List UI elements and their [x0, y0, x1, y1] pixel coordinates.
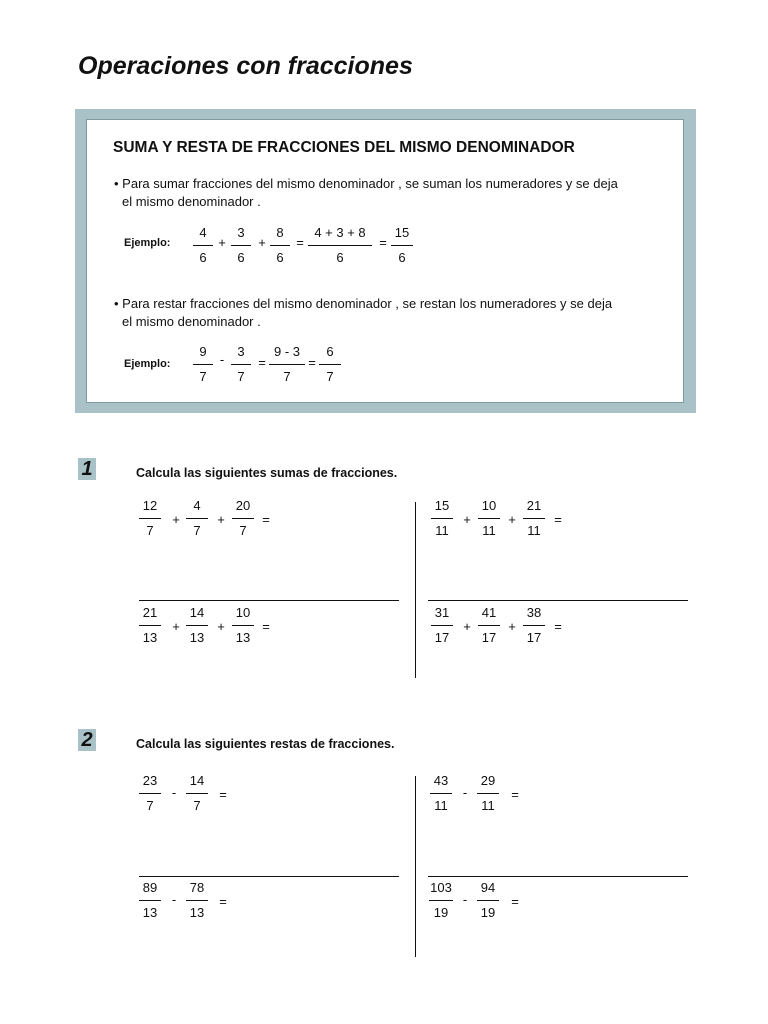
plus-sign: + — [172, 512, 180, 527]
numerator: 12 — [142, 498, 158, 513]
denominator: 7 — [239, 523, 247, 538]
minus-sign: - — [171, 785, 177, 800]
numerator: 41 — [481, 605, 497, 620]
sum-example-fraction-5 — [391, 225, 413, 266]
column-divider — [415, 776, 416, 957]
ex2-problem4-fraction-1 — [429, 880, 453, 921]
denominator: 7 — [326, 369, 334, 384]
ex1-problem1-fraction-2 — [186, 498, 208, 539]
ex2-problem3-fraction-2 — [186, 880, 208, 921]
equals-sign: = — [554, 619, 562, 634]
equals-sign: = — [379, 235, 387, 250]
plus-sign: + — [508, 512, 516, 527]
plus-sign: + — [217, 512, 225, 527]
equals-sign: = — [262, 512, 270, 527]
sub-rule-line2: el mismo denominador . — [122, 314, 261, 329]
numerator: 3 — [237, 344, 245, 359]
numerator: 4 — [199, 225, 207, 240]
numerator: 4 — [193, 498, 201, 513]
denominator: 19 — [480, 905, 496, 920]
numerator: 21 — [142, 605, 158, 620]
exercise-number: 2 — [81, 728, 93, 751]
equals-sign: = — [262, 619, 270, 634]
equals-sign: = — [258, 355, 266, 370]
ex1-problem1-fraction-1 — [139, 498, 161, 539]
denominator: 17 — [526, 630, 542, 645]
fraction-bar — [431, 518, 453, 519]
denominator: 7 — [146, 523, 154, 538]
sum-example-label: Ejemplo: — [124, 237, 171, 249]
sub-example-fraction-3 — [269, 344, 305, 385]
fraction-bar — [139, 900, 161, 901]
fraction-bar — [477, 793, 499, 794]
denominator: 19 — [433, 905, 449, 920]
plus-sign: + — [218, 235, 226, 250]
sum-example-fraction-2 — [231, 225, 251, 266]
fraction-bar — [186, 793, 208, 794]
plus-sign: + — [463, 619, 471, 634]
equals-sign: = — [308, 355, 316, 370]
denominator: 7 — [146, 798, 154, 813]
denominator: 6 — [237, 250, 245, 265]
sub-example-fraction-2 — [231, 344, 251, 385]
row-divider — [428, 600, 688, 601]
rule-box-heading: SUMA Y RESTA DE FRACCIONES DEL MISMO DENOMINADOR — [113, 139, 575, 156]
fraction-bar — [232, 518, 254, 519]
denominator: 13 — [142, 905, 158, 920]
ex2-problem3-fraction-1 — [139, 880, 161, 921]
plus-sign: + — [258, 235, 266, 250]
ex2-problem2-fraction-1 — [430, 773, 452, 814]
minus-sign: - — [462, 785, 468, 800]
ex1-problem4-fraction-2 — [478, 605, 500, 646]
numerator: 23 — [142, 773, 158, 788]
exercise-1-instruction: Calcula las siguientes sumas de fracciones. — [136, 466, 398, 480]
denominator: 11 — [481, 798, 495, 813]
denominator: 11 — [482, 523, 496, 538]
denominator: 13 — [142, 630, 158, 645]
fraction-bar — [193, 364, 213, 365]
minus-sign: - — [219, 352, 225, 367]
exercise-2-instruction: Calcula las siguientes restas de fracciones. — [136, 737, 395, 751]
numerator: 10 — [481, 498, 497, 513]
denominator: 6 — [398, 250, 406, 265]
plus-sign: + — [172, 619, 180, 634]
sum-rule-line2: el mismo denominador . — [122, 194, 261, 209]
minus-sign: - — [462, 892, 468, 907]
page-title: Operaciones con fracciones — [78, 52, 413, 80]
numerator: 3 — [237, 225, 245, 240]
fraction-bar — [139, 793, 161, 794]
numerator: 9 - 3 — [273, 344, 300, 359]
sum-example-fraction-4 — [308, 225, 372, 266]
fraction-bar — [431, 625, 453, 626]
plus-sign: + — [217, 619, 225, 634]
exercise-2-badge — [78, 729, 96, 751]
denominator: 6 — [276, 250, 284, 265]
numerator: 15 — [394, 225, 410, 240]
denominator: 13 — [189, 905, 205, 920]
ex1-problem3-fraction-3 — [232, 605, 254, 646]
numerator: 6 — [326, 344, 334, 359]
numerator: 29 — [480, 773, 496, 788]
denominator: 7 — [193, 523, 201, 538]
numerator: 38 — [526, 605, 542, 620]
numerator: 78 — [189, 880, 205, 895]
ex1-problem2-fraction-3 — [523, 498, 545, 539]
equals-sign: = — [511, 894, 519, 909]
numerator: 103 — [430, 880, 452, 895]
denominator: 7 — [237, 369, 245, 384]
ex2-problem1-fraction-2 — [186, 773, 208, 814]
fraction-bar — [478, 518, 500, 519]
fraction-bar — [478, 625, 500, 626]
denominator: 13 — [235, 630, 251, 645]
fraction-bar — [523, 518, 545, 519]
ex1-problem4-fraction-3 — [523, 605, 545, 646]
sum-example-fraction-1 — [193, 225, 213, 266]
numerator: 9 — [199, 344, 207, 359]
row-divider — [139, 876, 399, 877]
ex1-problem2-fraction-1 — [431, 498, 453, 539]
ex1-problem3-fraction-2 — [186, 605, 208, 646]
equals-sign: = — [511, 787, 519, 802]
equals-sign: = — [219, 787, 227, 802]
denominator: 7 — [283, 369, 291, 384]
fraction-bar — [193, 245, 213, 246]
denominator: 17 — [434, 630, 450, 645]
numerator: 89 — [142, 880, 158, 895]
denominator: 11 — [527, 523, 541, 538]
ex2-problem2-fraction-2 — [477, 773, 499, 814]
ex2-problem4-fraction-2 — [477, 880, 499, 921]
ex1-problem2-fraction-2 — [478, 498, 500, 539]
denominator: 17 — [481, 630, 497, 645]
denominator: 7 — [193, 798, 201, 813]
fraction-bar — [430, 793, 452, 794]
sub-example-fraction-4 — [319, 344, 341, 385]
fraction-bar — [270, 245, 290, 246]
numerator: 94 — [480, 880, 496, 895]
column-divider — [415, 502, 416, 678]
fraction-bar — [269, 364, 305, 365]
fraction-bar — [139, 625, 161, 626]
denominator: 6 — [336, 250, 344, 265]
equals-sign: = — [554, 512, 562, 527]
fraction-bar — [231, 364, 251, 365]
numerator: 21 — [526, 498, 542, 513]
ex1-problem4-fraction-1 — [431, 605, 453, 646]
sum-example-fraction-3 — [270, 225, 290, 266]
fraction-bar — [231, 245, 251, 246]
plus-sign: + — [508, 619, 516, 634]
row-divider — [139, 600, 399, 601]
fraction-bar — [139, 518, 161, 519]
sub-rule-line1: • Para restar fracciones del mismo denominador , se restan los numeradores y se deja — [114, 296, 613, 311]
ex1-problem1-fraction-3 — [232, 498, 254, 539]
fraction-bar — [523, 625, 545, 626]
equals-sign: = — [296, 235, 304, 250]
numerator: 14 — [189, 605, 205, 620]
sum-rule-line1: • Para sumar fracciones del mismo denominador , se suman los numeradores y se deja — [114, 176, 618, 191]
numerator: 4 + 3 + 8 — [314, 225, 366, 240]
sub-example-fraction-1 — [193, 344, 213, 385]
numerator: 10 — [235, 605, 251, 620]
fraction-bar — [429, 900, 453, 901]
fraction-bar — [308, 245, 372, 246]
equals-sign: = — [219, 894, 227, 909]
row-divider — [428, 876, 688, 877]
numerator: 14 — [189, 773, 205, 788]
numerator: 20 — [235, 498, 251, 513]
fraction-bar — [232, 625, 254, 626]
sub-example-label: Ejemplo: — [124, 358, 171, 370]
denominator: 13 — [189, 630, 205, 645]
denominator: 7 — [199, 369, 207, 384]
numerator: 31 — [434, 605, 450, 620]
exercise-1-badge — [78, 458, 96, 480]
numerator: 15 — [434, 498, 450, 513]
minus-sign: - — [171, 892, 177, 907]
exercise-number: 1 — [81, 457, 93, 480]
ex2-problem1-fraction-1 — [139, 773, 161, 814]
fraction-bar — [186, 900, 208, 901]
denominator: 6 — [199, 250, 207, 265]
rule-box — [86, 119, 684, 403]
denominator: 11 — [435, 523, 449, 538]
denominator: 11 — [434, 798, 448, 813]
fraction-bar — [319, 364, 341, 365]
ex1-problem3-fraction-1 — [139, 605, 161, 646]
numerator: 43 — [433, 773, 449, 788]
plus-sign: + — [463, 512, 471, 527]
fraction-bar — [186, 518, 208, 519]
fraction-bar — [477, 900, 499, 901]
numerator: 8 — [276, 225, 284, 240]
fraction-bar — [391, 245, 413, 246]
fraction-bar — [186, 625, 208, 626]
